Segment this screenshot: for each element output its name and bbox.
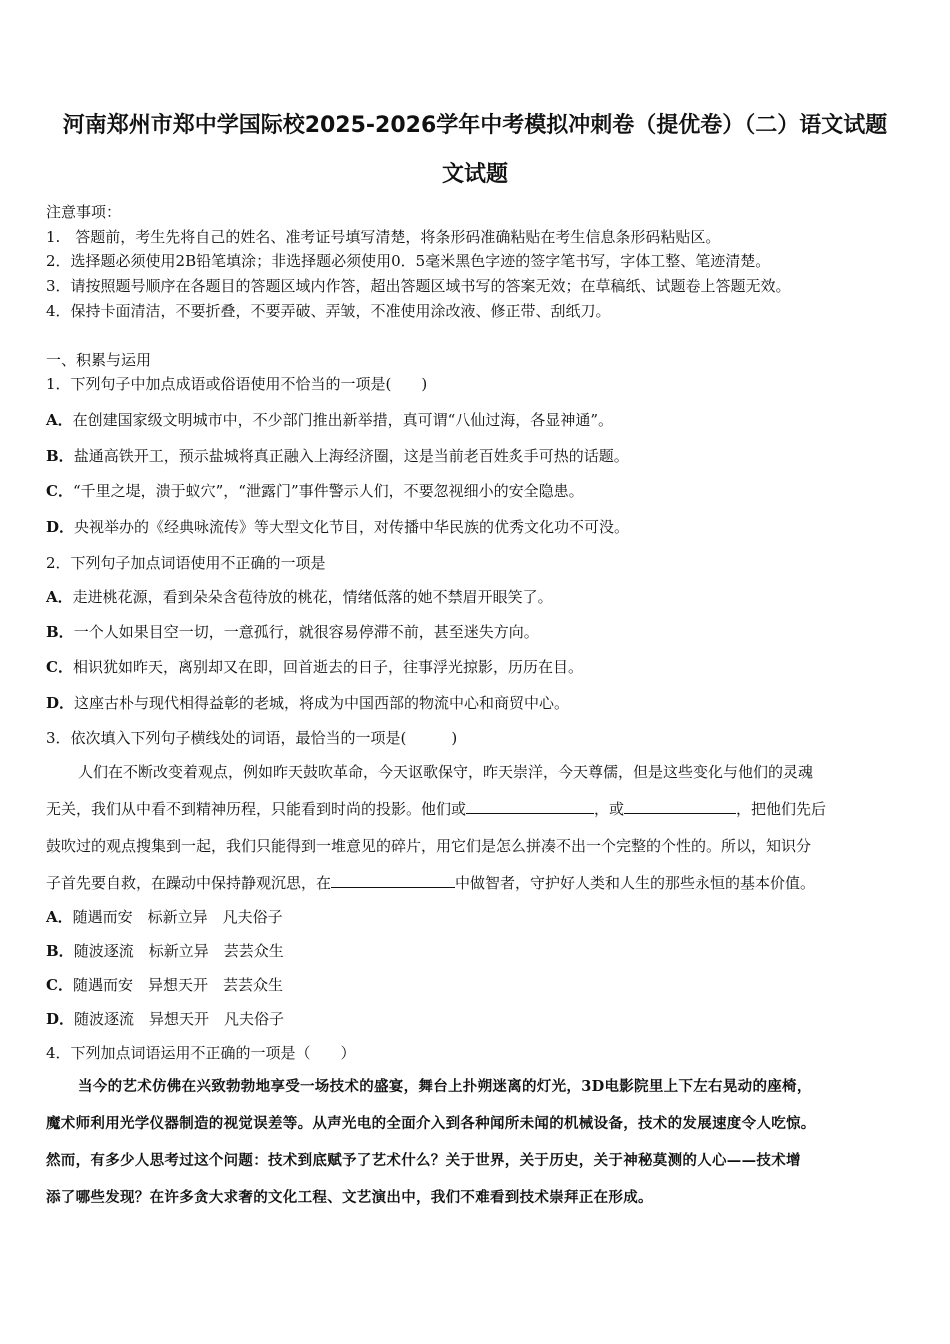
q1-option-b: [46, 446, 629, 466]
q3-option-d: [46, 1009, 284, 1029]
q1-option-a: [46, 410, 613, 430]
q2-option-a: [46, 587, 553, 607]
q4-passage-line: 添了哪些发现？在许多贪大求奢的文化工程、文艺演出中，我们不难看到技术崇拜正在形成。: [46, 1189, 653, 1206]
option-key: B．: [46, 623, 74, 641]
option-text: 随波逐流 标新立异 芸芸众生: [73, 942, 284, 960]
fill-blank-3: [331, 873, 455, 888]
q3-passage-line: [46, 799, 826, 819]
note-item: 3．请按照题号顺序在各题目的答题区域内作答，超出答题区域书写的答案无效；在草稿纸、试题卷上答题无效。: [46, 277, 791, 295]
option-text: 一个人如果目空一切，一意孤行，就很容易停滞不前，甚至迷失方向。: [73, 623, 539, 641]
q3-option-b: [46, 941, 284, 961]
section-heading: 一、积累与运用: [46, 351, 152, 369]
passage-text: 无关，我们从中看不到精神历程，只能看到时尚的投影。他们或: [46, 800, 467, 818]
option-text: “千里之堤，溃于蚁穴”，“泄露门”事件警示人们，不要忽视细小的安全隐患。: [72, 482, 584, 500]
question-2-stem: 2．下列句子加点词语使用不正确的一项是: [46, 554, 326, 572]
q3-passage-line: [46, 873, 815, 893]
option-key: A．: [46, 588, 73, 606]
q3-option-a: [46, 907, 283, 927]
q2-option-b: [46, 622, 539, 642]
q4-passage-line: 然而，有多少人思考过这个问题：技术到底赋予了艺术什么？关于世界，关于历史，关于神秘莫测的人心——技术增: [46, 1152, 801, 1169]
option-text: 随遇而安 异想天开 芸芸众生: [72, 976, 283, 994]
passage-text: ，或: [594, 800, 625, 818]
passage-text: ，把他们先后: [736, 800, 827, 818]
note-item: 1. 答题前，考生先将自己的姓名、准考证号填写清楚，将条形码准确粘贴在考生信息条形码粘贴区。: [46, 228, 721, 246]
option-text: 随波逐流 异想天开 凡夫俗子: [74, 1010, 285, 1028]
q1-option-c: [46, 481, 584, 501]
option-key: D．: [46, 1010, 75, 1028]
q4-passage-line: 魔术师利用光学仪器制造的视觉误差等。从声光电的全面介入到各种闻所未闻的机械设备，技术的发展速度令人吃惊。: [46, 1115, 816, 1132]
option-key: C．: [46, 482, 73, 500]
note-item: 4．保持卡面清洁，不要折叠，不要弄破、弄皱，不准使用涂改液、修正带、刮纸刀。: [46, 302, 611, 320]
q3-option-c: [46, 975, 283, 995]
document-title-continued: 文试题: [441, 162, 508, 187]
option-text: 这座古朴与现代相得益彰的老城，将成为中国西部的物流中心和商贸中心。: [74, 694, 570, 712]
fill-blank-2: [624, 799, 736, 814]
document-title: 河南郑州市郑中学国际校2025-2026学年中考模拟冲刺卷（提优卷）（二）语文试题: [62, 113, 888, 138]
option-text: 在创建国家级文明城市中，不少部门推出新举措，真可谓“八仙过海，各显神通”。: [72, 411, 613, 429]
option-key: D．: [46, 518, 75, 536]
option-text: 盐通高铁开工，预示盐城将真正融入上海经济圈，这是当前老百姓炙手可热的话题。: [73, 447, 629, 465]
q3-passage-line: 鼓吹过的观点搜集到一起，我们只能得到一堆意见的碎片，用它们是怎么拼凑不出一个完整的个性的。所以，知识分: [46, 837, 812, 855]
option-key: B．: [46, 942, 74, 960]
question-3-stem: 3．依次填入下列句子横线处的词语，最恰当的一项是( ): [46, 729, 458, 747]
passage-text: 中做智者，守护好人类和人生的那些永恒的基本价值。: [455, 874, 816, 892]
q2-option-d: [46, 693, 569, 713]
option-text: 随遇而安 标新立异 凡夫俗子: [72, 908, 283, 926]
q2-option-c: [46, 657, 583, 677]
option-key: A．: [46, 411, 73, 429]
option-key: A．: [46, 908, 73, 926]
passage-text: 子首先要自救，在躁动中保持静观沉思，在: [46, 874, 332, 892]
fill-blank-1: [466, 799, 594, 814]
q3-passage-line: 人们在不断改变着观点，例如昨天鼓吹革命，今天讴歌保守，昨天崇洋，今天尊儒，但是这些变化与他们的灵魂: [78, 763, 814, 781]
q4-passage-line: 当今的艺术仿佛在兴致勃勃地享受一场技术的盛宴，舞台上扑朔迷离的灯光，3D电影院里上下左右晃动的座椅，: [78, 1078, 812, 1095]
option-key: C．: [46, 976, 73, 994]
option-text: 相识犹如昨天，离别却又在即，回首逝去的日子，往事浮光掠影，历历在目。: [72, 658, 583, 676]
option-text: 央视举办的《经典咏流传》等大型文化节目，对传播中华民族的优秀文化功不可没。: [74, 518, 630, 536]
option-text: 走进桃花源，看到朵朵含苞待放的桃花，情绪低落的她不禁眉开眼笑了。: [72, 588, 553, 606]
note-item: 2．选择题必须使用2B铅笔填涂；非选择题必须使用0．5毫米黑色字迹的签字笔书写，字体工整、笔迹清楚。: [46, 252, 771, 270]
option-key: B．: [46, 447, 74, 465]
q1-option-d: [46, 517, 629, 537]
option-key: C．: [46, 658, 73, 676]
notes-heading: 注意事项：: [46, 203, 122, 221]
question-4-stem: 4．下列加点词语运用不正确的一项是（ ）: [46, 1044, 356, 1062]
question-1-stem: 1．下列句子中加点成语或俗语使用不恰当的一项是( ): [46, 375, 428, 393]
option-key: D．: [46, 694, 75, 712]
